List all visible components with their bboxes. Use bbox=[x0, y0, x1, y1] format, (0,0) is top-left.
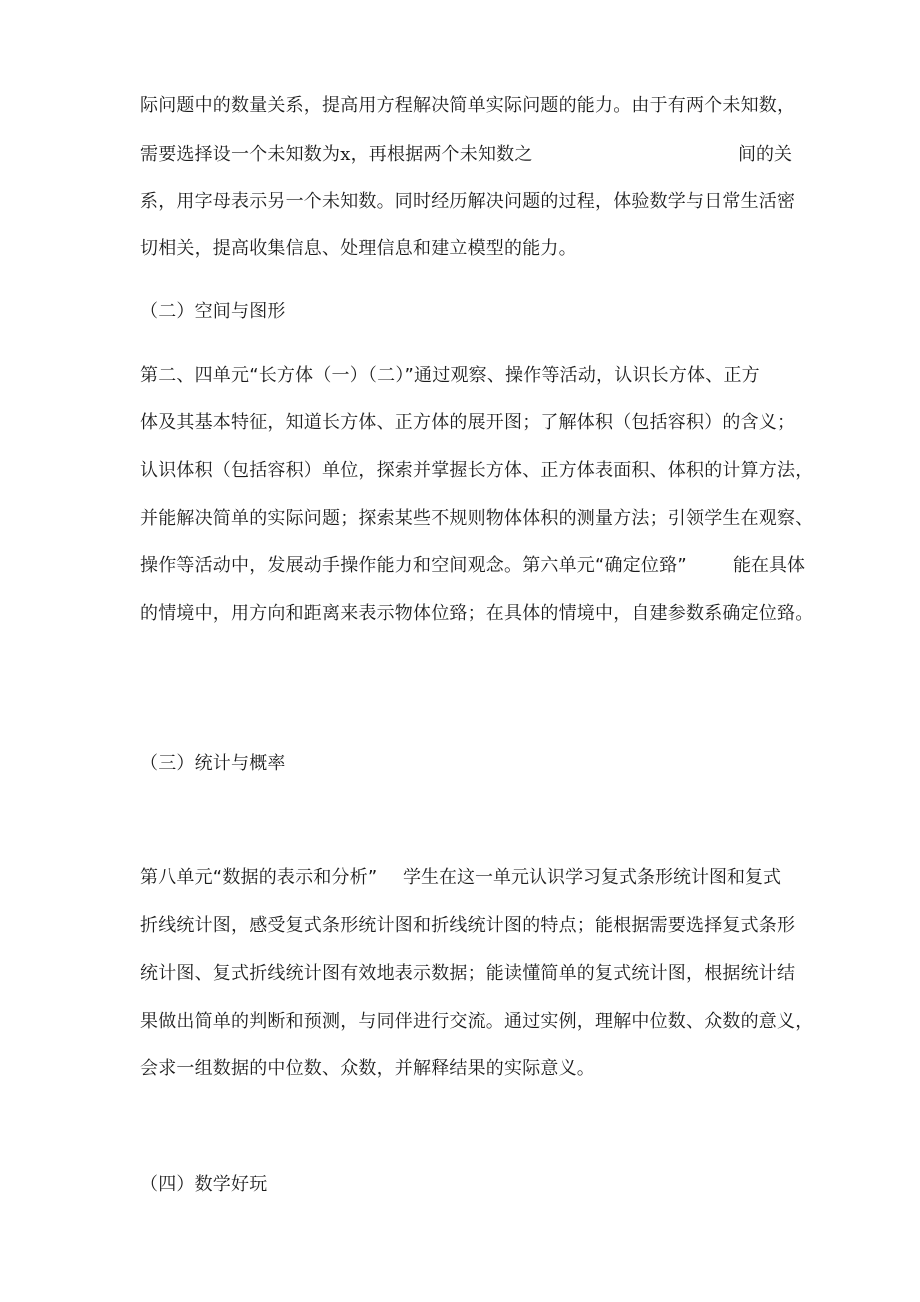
intro-line-4: 切相关，提高收集信息、处理信息和建立模型的能力。 bbox=[140, 238, 577, 259]
variable-x: x bbox=[340, 144, 351, 165]
section-2-line-1: 第二、四单元“长方体（一）（二）”通过观察、操作等活动，认识长方体、正方 bbox=[140, 365, 760, 386]
section-2-line-5-part2: 能在具体 bbox=[733, 555, 805, 576]
intro-line-2-part3: 间的关 bbox=[738, 144, 792, 165]
section-3-line-1-part2: 学生在这一单元认识学习复式条形统计图和复式 bbox=[403, 867, 781, 888]
intro-line-2-part2: ，再根据两个未知数之 bbox=[350, 144, 533, 165]
section-2-line-2: 体及其基本特征，知道长方体、正方体的展开图；了解体积（包括容积）的含义； bbox=[140, 412, 796, 433]
intro-line-3: 系，用字母表示另一个未知数。同时经历解决问题的过程，体验数学与日常生活密 bbox=[140, 191, 796, 212]
section-2-line-6: 的情境中，用方向和距离来表示物体位臵；在具体的情境中，自建参数系确定位臵。 bbox=[140, 603, 814, 624]
section-2-heading: （二）空间与图形 bbox=[140, 301, 286, 322]
section-3-heading: （三）统计与概率 bbox=[140, 753, 286, 774]
intro-line-1: 际问题中的数量关系，提高用方程解决简单实际问题的能力。由于有两个未知数， bbox=[140, 95, 796, 116]
section-3-line-1-part1: 第八单元“数据的表示和分析” bbox=[140, 867, 378, 888]
section-3-line-3: 统计图、复式折线统计图有效地表示数据；能读懂简单的复式统计图，根据统计结 bbox=[140, 963, 796, 984]
section-3-line-5: 会求一组数据的中位数、众数，并解释结果的实际意义。 bbox=[140, 1058, 595, 1079]
section-2-line-4: 并能解决简单的实际问题；探索某些不规则物体体积的测量方法；引领学生在观察、 bbox=[140, 508, 814, 529]
section-2-line-5-part1: 操作等活动中，发展动手操作能力和空间观念。第六单元“确定位臵” bbox=[140, 555, 687, 576]
intro-line-2 bbox=[140, 143, 533, 167]
section-2-line-3: 认识体积（包括容积）单位，探索并掌握长方体、正方体表面积、体积的计算方法， bbox=[140, 460, 814, 481]
section-4-heading: （四）数学好玩 bbox=[140, 1174, 268, 1195]
intro-line-2-part1: 需要选择设一个未知数为 bbox=[140, 144, 341, 165]
section-3-line-2: 折线统计图，感受复式条形统计图和折线统计图的特点；能根据需要选择复式条形 bbox=[140, 915, 796, 936]
section-3-line-4: 果做出简单的判断和预测，与同伴进行交流。通过实例，理解中位数、众数的意义， bbox=[140, 1011, 814, 1032]
